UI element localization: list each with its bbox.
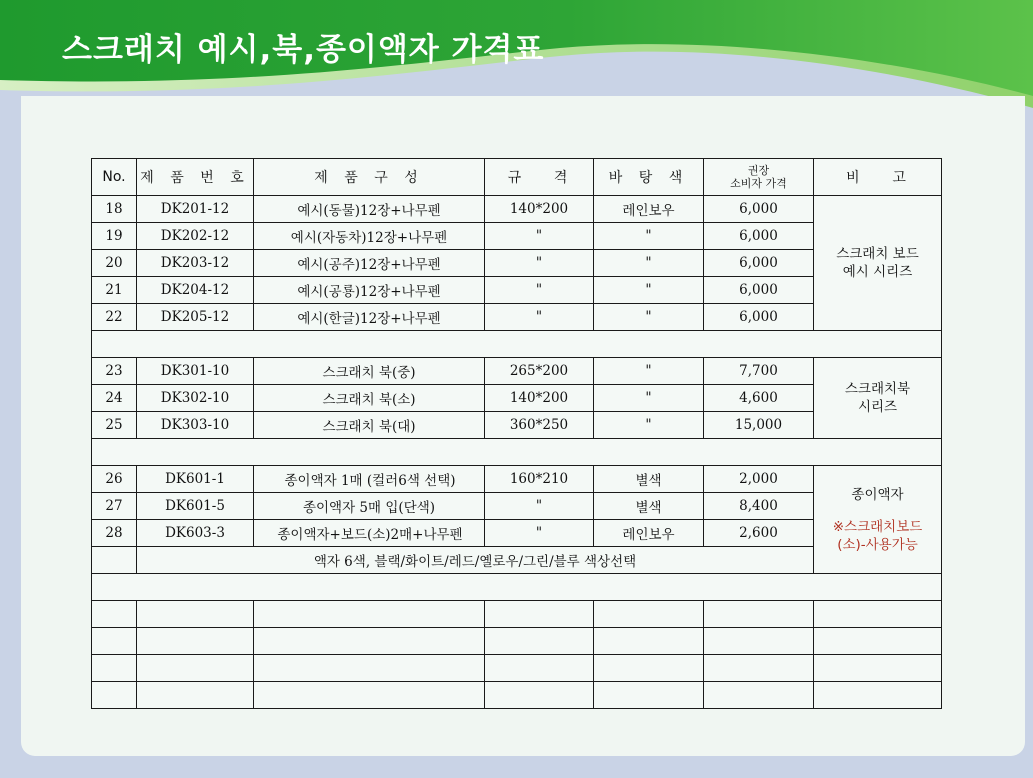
cell-composition: 종이액자 5매 입(단색) [254, 493, 485, 520]
cell-price: 8,400 [704, 493, 814, 520]
cell-no: 23 [92, 358, 137, 385]
header-price-line1: 권장 [747, 164, 770, 177]
cell-no: 19 [92, 223, 137, 250]
cell-background: 레인보우 [594, 196, 704, 223]
cell-background: " [594, 304, 704, 331]
cell-code: DK303-10 [137, 412, 254, 439]
cell-code: DK301-10 [137, 358, 254, 385]
cell-code: DK205-12 [137, 304, 254, 331]
cell-price: 2,000 [704, 466, 814, 493]
remark-group3-red2: (소)-사용가능 [837, 536, 918, 553]
cell-size: " [485, 493, 594, 520]
cell-background: " [594, 250, 704, 277]
table-row [92, 358, 942, 385]
empty-row [92, 655, 942, 682]
table-header-row [92, 159, 942, 196]
cell-no: 26 [92, 466, 137, 493]
empty-row [92, 682, 942, 709]
cell-size: " [485, 250, 594, 277]
empty-row [92, 601, 942, 628]
remark-group3-red1: ※스크래치보드 [832, 518, 923, 535]
cell-code: DK204-12 [137, 277, 254, 304]
header-product-code: 제 품 번 호 [137, 159, 254, 196]
remark-group1-line2: 예시 시리즈 [842, 264, 913, 280]
cell-composition: 예시(한글)12장+나무펜 [254, 304, 485, 331]
cell-code: DK201-12 [137, 196, 254, 223]
cell-size: 140*200 [485, 196, 594, 223]
cell-size: 140*200 [485, 385, 594, 412]
cell-no: 20 [92, 250, 137, 277]
cell-size: " [485, 223, 594, 250]
cell-size: 265*200 [485, 358, 594, 385]
table-row [92, 196, 942, 223]
cell-price: 7,700 [704, 358, 814, 385]
price-table [91, 158, 942, 709]
cell-price: 6,000 [704, 277, 814, 304]
cell-price: 4,600 [704, 385, 814, 412]
cell-composition: 예시(공룡)12장+나무펜 [254, 277, 485, 304]
cell-size: " [485, 520, 594, 547]
page-title: 스크래치 예시,북,종이액자 가격표 [62, 32, 545, 68]
cell-composition: 종이액자+보드(소)2매+나무펜 [254, 520, 485, 547]
cell-price: 6,000 [704, 223, 814, 250]
cell-price: 2,600 [704, 520, 814, 547]
cell-composition: 종이액자 1매 (컬러6색 선택) [254, 466, 485, 493]
cell-no: 27 [92, 493, 137, 520]
cell-composition: 스크래치 북(소) [254, 385, 485, 412]
cell-composition: 스크래치 북(중) [254, 358, 485, 385]
spacer-row [92, 574, 942, 601]
cell-no: 24 [92, 385, 137, 412]
cell-background: 별색 [594, 493, 704, 520]
cell-size: " [485, 304, 594, 331]
cell-background: " [594, 277, 704, 304]
header-size: 규 격 [485, 159, 594, 196]
remark-group2 [814, 358, 942, 439]
cell-no: 21 [92, 277, 137, 304]
table-row [92, 466, 942, 493]
cell-composition: 예시(동물)12장+나무펜 [254, 196, 485, 223]
color-footnote: 액자 6색, 블랙/화이트/레드/옐로우/그린/블루 색상선택 [137, 547, 814, 574]
cell-no: 25 [92, 412, 137, 439]
cell-background: " [594, 358, 704, 385]
cell-background: " [594, 385, 704, 412]
cell-background: 별색 [594, 466, 704, 493]
spacer-row [92, 331, 942, 358]
cell-price: 6,000 [704, 304, 814, 331]
cell-size: " [485, 277, 594, 304]
cell-code: DK302-10 [137, 385, 254, 412]
header-no: No. [92, 159, 137, 196]
cell-code: DK601-5 [137, 493, 254, 520]
cell-composition: 스크래치 북(대) [254, 412, 485, 439]
remark-group3-line1: 종이액자 [851, 486, 904, 503]
remark-group1 [814, 196, 942, 331]
cell-no: 18 [92, 196, 137, 223]
cell-code: DK601-1 [137, 466, 254, 493]
header-composition: 제 품 구 성 [254, 159, 485, 196]
cell-code: DK202-12 [137, 223, 254, 250]
remark-group1-line1: 스크래치 보드 [836, 246, 919, 262]
remark-group3 [814, 466, 942, 574]
cell-price: 6,000 [704, 250, 814, 277]
cell-code: DK603-3 [137, 520, 254, 547]
remark-group2-line2: 시리즈 [857, 399, 898, 415]
empty-row [92, 628, 942, 655]
cell-size: 160*210 [485, 466, 594, 493]
remark-group2-line1: 스크래치북 [844, 381, 911, 397]
cell-price: 15,000 [704, 412, 814, 439]
cell-background: " [594, 412, 704, 439]
cell-code: DK203-12 [137, 250, 254, 277]
header-background-color: 바 탕 색 [594, 159, 704, 196]
header-remark: 비 고 [814, 159, 942, 196]
cell-no [92, 547, 137, 574]
header-price [704, 159, 814, 196]
cell-composition: 예시(자동차)12장+나무펜 [254, 223, 485, 250]
header-price-line2: 소비자 가격 [730, 177, 787, 190]
cell-composition: 예시(공주)12장+나무펜 [254, 250, 485, 277]
spacer-row [92, 439, 942, 466]
cell-no: 28 [92, 520, 137, 547]
cell-background: " [594, 223, 704, 250]
cell-size: 360*250 [485, 412, 594, 439]
cell-price: 6,000 [704, 196, 814, 223]
cell-background: 레인보우 [594, 520, 704, 547]
cell-no: 22 [92, 304, 137, 331]
